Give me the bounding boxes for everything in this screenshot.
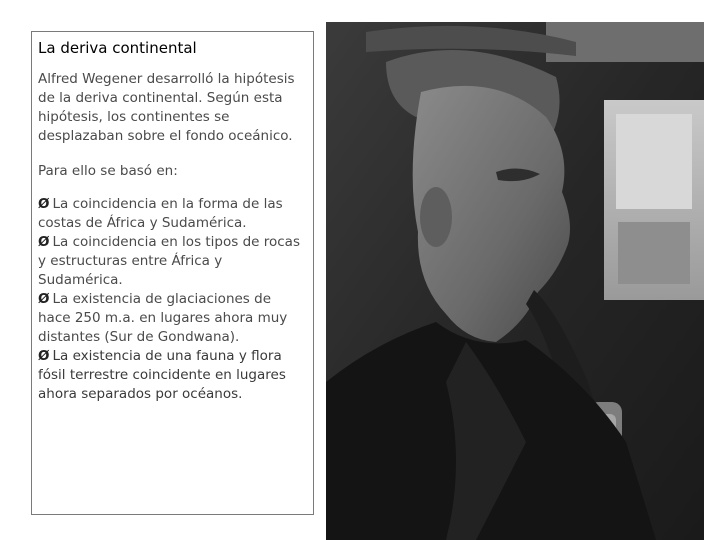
list-item: Ø La coincidencia en los tipos de rocas y estructuras entre África y Sudamérica. [38,234,300,288]
evidence-list [38,195,307,404]
text-panel [31,31,314,515]
list-item: Ø La coincidencia en la forma de las costas de África y Sudamérica. [38,196,283,231]
slide-title: La deriva continental [38,39,197,57]
list-item: Ø La existencia de glaciaciones de hace 250 m.a. en lugares ahora muy distantes (Sur de Gondwana). [38,291,288,345]
bullet-arrow-icon: Ø [38,291,50,307]
portrait-photo [326,22,704,540]
bullet-arrow-icon: Ø [38,234,50,250]
list-item: Ø La existencia de una fauna y flora fósil terrestre coincidente en lugares ahora separados por océanos. [38,348,286,402]
intro-paragraph: Alfred Wegener desarrolló la hipótesis de la deriva continental. Según esta hipótesis, los continentes se desplazaban sobre el fondo oceánico. [38,71,295,144]
bullet-arrow-icon: Ø [38,196,50,212]
basis-paragraph: Para ello se basó en: [38,163,178,179]
portrait-illustration [326,22,704,540]
bullet-arrow-icon: Ø [38,348,50,364]
